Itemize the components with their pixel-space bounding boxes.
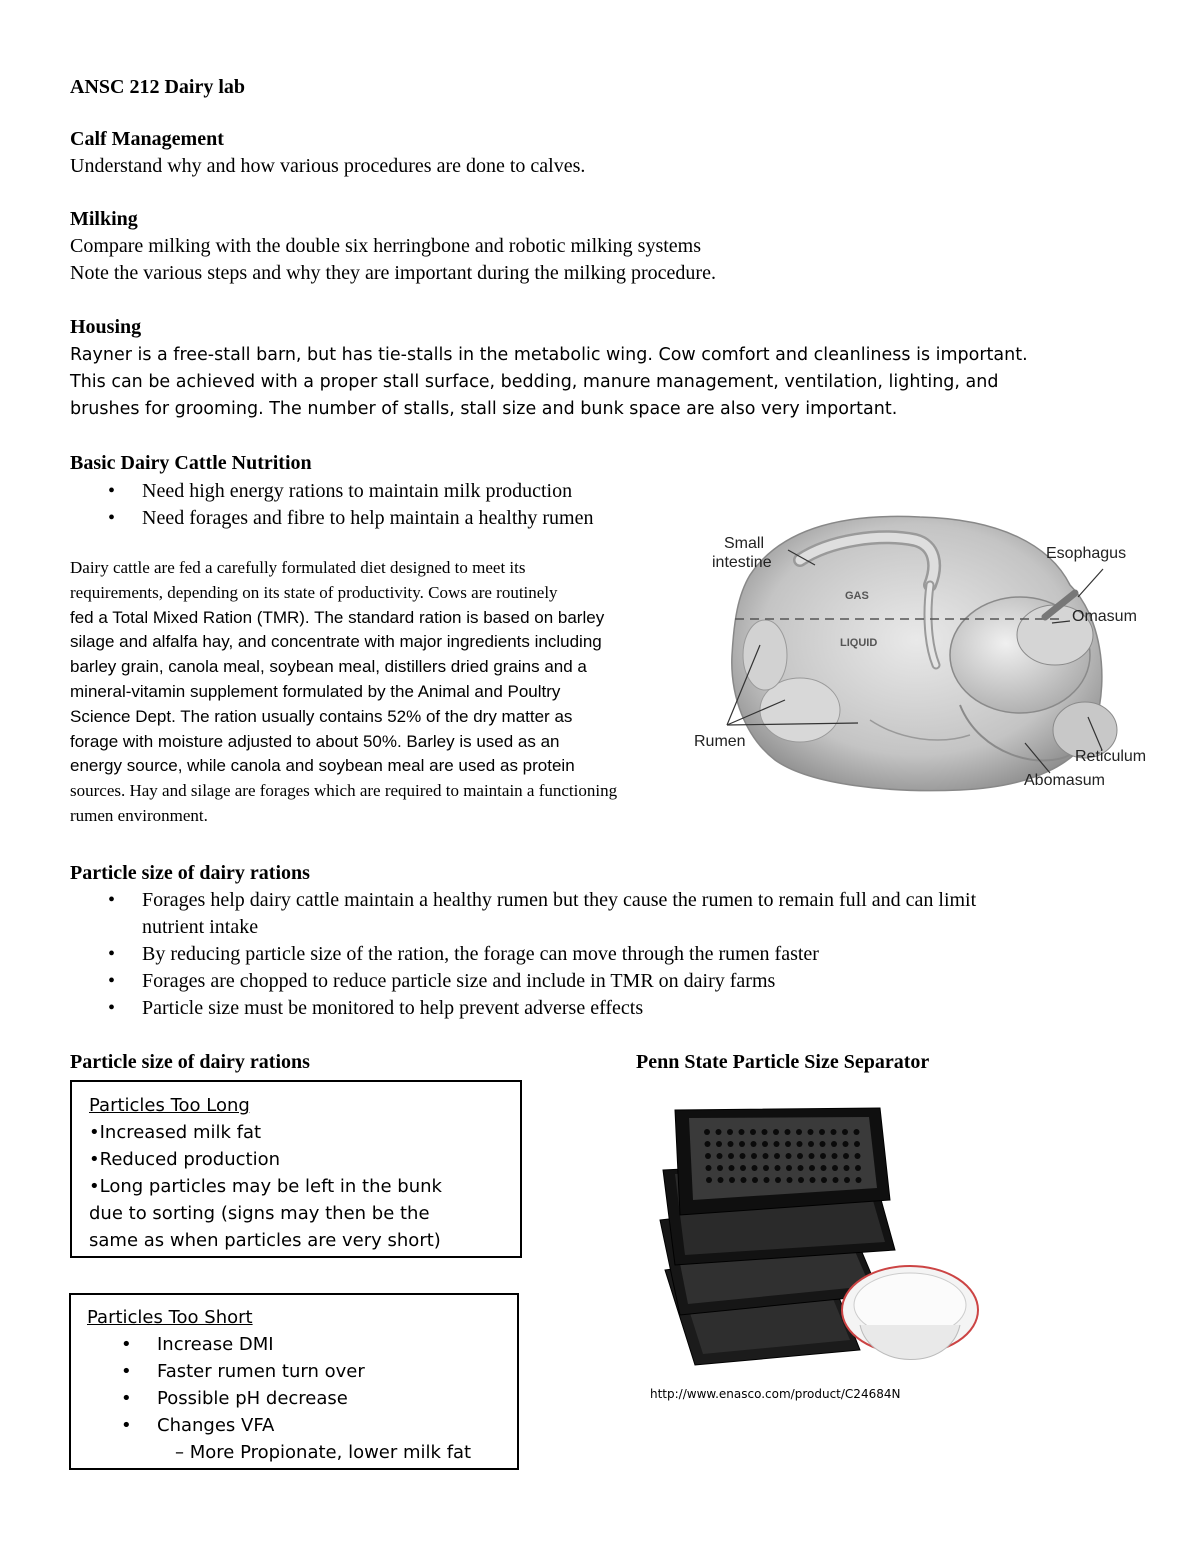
label-omasum: Omasum — [1072, 608, 1137, 625]
bullet-mark: • — [108, 507, 116, 529]
long-item: •Increased milk fat — [89, 1122, 262, 1143]
sieve-hole — [820, 1153, 826, 1159]
short-item-text: Possible pH decrease — [157, 1388, 348, 1409]
page-title: ANSC 212 Dairy lab — [70, 76, 246, 98]
particle-bullet-3 — [108, 968, 1200, 995]
bullet-mark: • — [121, 1334, 132, 1355]
sieve-hole — [717, 1165, 723, 1171]
sieve-hole — [821, 1165, 827, 1171]
sieve-hole — [705, 1153, 711, 1159]
housing-heading: Housing — [70, 316, 142, 338]
short-item-text: Faster rumen turn over — [157, 1361, 365, 1382]
nutrition-paragraph-line: silage and alfalfa hay, and concentrate with major ingredients including — [70, 632, 602, 652]
label-reticulum: Reticulum — [1075, 748, 1147, 765]
sieve-hole — [785, 1129, 791, 1135]
sieve-hole — [833, 1177, 839, 1183]
sieve-hole — [785, 1141, 791, 1147]
calf-text: Understand why and how various procedures are done to calves. — [70, 155, 586, 177]
separator-heading: Penn State Particle Size Separator — [636, 1051, 930, 1073]
long-item: •Reduced production — [89, 1149, 280, 1170]
long-item: same as when particles are very short) — [89, 1230, 441, 1251]
sieve-hole — [762, 1129, 768, 1135]
bullet-mark: • — [121, 1361, 132, 1382]
nutrition-paragraph-line: sources. Hay and silage are forages which are required to maintain a functioning — [70, 781, 618, 801]
nutrition-paragraph-line: Science Dept. The ration usually contains 52% of the dry matter as — [70, 706, 573, 726]
sieve-hole — [798, 1177, 804, 1183]
sieve-hole — [854, 1141, 860, 1147]
sieve-hole — [842, 1129, 848, 1135]
nutrition-bullet-2 — [108, 505, 742, 532]
sieve-hole — [796, 1129, 802, 1135]
separator-photo — [655, 1100, 985, 1380]
sieve-hole — [843, 1141, 849, 1147]
sieve-hole — [740, 1165, 746, 1171]
sieve-hole — [832, 1165, 838, 1171]
sieve-hole — [739, 1129, 745, 1135]
sieve-hole — [739, 1141, 745, 1147]
particle2-heading: Particle size of dairy rations — [70, 1051, 310, 1073]
particle-bullet-2 — [108, 941, 1200, 968]
bullet-mark: • — [108, 970, 116, 992]
sieve-hole — [775, 1165, 781, 1171]
sieve-hole — [716, 1129, 722, 1135]
short-item — [87, 1412, 517, 1439]
nutrition-paragraph-line: energy source, while canola and soybean meal are used as protein — [70, 756, 575, 776]
sieve-hole — [728, 1153, 734, 1159]
sieve-hole — [809, 1165, 815, 1171]
separator-url: http://www.enasco.com/product/C24684N — [650, 1387, 901, 1401]
sieve-hole — [717, 1153, 723, 1159]
sieve-hole — [855, 1153, 861, 1159]
sieve-hole — [762, 1141, 768, 1147]
sieve-hole — [844, 1177, 850, 1183]
sieve-hole — [797, 1153, 803, 1159]
sieve-hole — [808, 1141, 814, 1147]
sieve-hole — [844, 1165, 850, 1171]
bullet-text: By reducing particle size of the ration, the forage can move through the rumen faster — [142, 943, 819, 965]
nutrition-heading: Basic Dairy Cattle Nutrition — [70, 452, 312, 474]
sieve-hole — [820, 1141, 826, 1147]
short-item-text: Increase DMI — [157, 1334, 274, 1355]
sieve-hole — [821, 1177, 827, 1183]
sieve-hole — [764, 1177, 770, 1183]
sieve-hole — [752, 1177, 758, 1183]
sieve-hole — [740, 1153, 746, 1159]
sieve-hole — [786, 1165, 792, 1171]
sieve-hole — [774, 1153, 780, 1159]
bullet-mark: • — [108, 997, 116, 1019]
label-esophagus: Esophagus — [1046, 545, 1127, 562]
sieve-hole — [741, 1177, 747, 1183]
nutrition-bullet-1 — [108, 478, 742, 505]
sieve-hole — [729, 1177, 735, 1183]
particles-too-short-box — [69, 1293, 519, 1470]
long-item: •Long particles may be left in the bunk — [89, 1176, 442, 1197]
particle-separator-icon — [655, 1100, 985, 1380]
sieve-hole — [751, 1141, 757, 1147]
long-item: due to sorting (signs may then be the — [89, 1203, 430, 1224]
sieve-hole — [729, 1165, 735, 1171]
nutrition-paragraph-line: rumen environment. — [70, 806, 208, 825]
bullet-text: Need forages and fibre to help maintain a healthy rumen — [142, 507, 594, 529]
sieve-hole — [706, 1165, 712, 1171]
label-abomasum: Abomasum — [1024, 772, 1105, 789]
sieve-hole — [752, 1165, 758, 1171]
particles-too-long-title: Particles Too Long — [89, 1095, 250, 1116]
particle-bullet-1 — [108, 887, 1200, 914]
bullet-text: Particle size must be monitored to help prevent adverse effects — [142, 997, 644, 1019]
sieve-hole — [787, 1177, 793, 1183]
milking-line1: Compare milking with the double six herringbone and robotic milking systems — [70, 235, 702, 257]
sieve-hole — [706, 1177, 712, 1183]
sieve-hole — [750, 1129, 756, 1135]
short-sub-item: – More Propionate, lower milk fat — [175, 1442, 472, 1463]
label-rumen: Rumen — [694, 733, 746, 750]
short-item-text: Changes VFA — [157, 1415, 275, 1436]
sieve-hole — [727, 1129, 733, 1135]
bullet-mark: • — [108, 480, 116, 502]
nutrition-paragraph-line: Dairy cattle are fed a carefully formulated diet designed to meet its — [70, 558, 526, 577]
housing-line3: brushes for grooming. The number of stalls, stall size and bunk space are also very important. — [70, 399, 898, 419]
sieve-hole — [843, 1153, 849, 1159]
label-intestine: intestine — [712, 554, 772, 571]
sieve-hole — [751, 1153, 757, 1159]
sieve-hole — [704, 1129, 710, 1135]
bullet-mark: • — [108, 943, 116, 965]
sieve-hole — [763, 1153, 769, 1159]
sieve-hole — [774, 1141, 780, 1147]
particle-heading: Particle size of dairy rations — [70, 862, 310, 884]
short-item — [87, 1358, 517, 1385]
particle-bullet-4 — [108, 995, 1200, 1022]
sieve-hole — [810, 1177, 816, 1183]
label-liquid: LIQUID — [840, 637, 878, 649]
sieve-hole — [763, 1165, 769, 1171]
sieve-hole — [831, 1129, 837, 1135]
sieve-hole — [773, 1129, 779, 1135]
bullet-text: Forages help dairy cattle maintain a healthy rumen but they cause the rumen to remain full and can limit — [142, 889, 977, 911]
sieve-hole — [728, 1141, 734, 1147]
sieve-hole — [856, 1177, 862, 1183]
sieve-hole — [775, 1177, 781, 1183]
calf-heading: Calf Management — [70, 128, 224, 150]
bullet-text: Forages are chopped to reduce particle size and include in TMR on dairy farms — [142, 970, 776, 992]
nutrition-paragraph-line: forage with moisture adjusted to about 50%. Barley is used as an — [70, 731, 560, 751]
milking-line2: Note the various steps and why they are important during the milking procedure. — [70, 262, 716, 284]
sieve-hole — [808, 1129, 814, 1135]
short-item — [87, 1385, 517, 1412]
nutrition-paragraph-line: barley grain, canola meal, soybean meal, distillers dried grains and a — [70, 657, 587, 677]
milking-heading: Milking — [70, 208, 138, 230]
sieve-hole — [797, 1141, 803, 1147]
nutrition-paragraph-line: requirements, depending on its state of productivity. Cows are routinely — [70, 582, 558, 602]
bullet-text: Need high energy rations to maintain milk production — [142, 480, 573, 502]
sieve-hole — [718, 1177, 724, 1183]
bullet-mark: • — [108, 889, 116, 911]
sieve-hole — [832, 1153, 838, 1159]
nutrition-paragraph-line: mineral-vitamin supplement formulated by the Animal and Poultry — [70, 682, 561, 701]
sieve-hole — [831, 1141, 837, 1147]
rumen-figure — [690, 505, 1170, 805]
nutrition-paragraph-line: fed a Total Mixed Ration (TMR). The standard ration is based on barley — [70, 607, 605, 627]
sieve-hole — [854, 1129, 860, 1135]
sieve-hole — [716, 1141, 722, 1147]
sieve-hole — [809, 1153, 815, 1159]
sieve-hole — [855, 1165, 861, 1171]
sieve-hole — [705, 1141, 711, 1147]
label-small: Small — [724, 535, 765, 552]
short-item — [87, 1331, 517, 1358]
particle-bullet-1-cont: nutrient intake — [142, 916, 259, 938]
sieve-hole — [819, 1129, 825, 1135]
housing-line1: Rayner is a free-stall barn, but has tie-stalls in the metabolic wing. Cow comfort and cleanliness is important. — [70, 345, 1028, 365]
particles-too-short-title: Particles Too Short — [87, 1307, 253, 1328]
bullet-mark: • — [121, 1415, 132, 1436]
bullet-mark: • — [121, 1388, 132, 1409]
particles-too-long-box — [70, 1080, 522, 1258]
sieve-hole — [798, 1165, 804, 1171]
sieve-hole — [786, 1153, 792, 1159]
label-gas: GAS — [845, 590, 869, 602]
housing-line2: This can be achieved with a proper stall surface, bedding, manure management, ventilation, lighting, and — [70, 372, 999, 392]
